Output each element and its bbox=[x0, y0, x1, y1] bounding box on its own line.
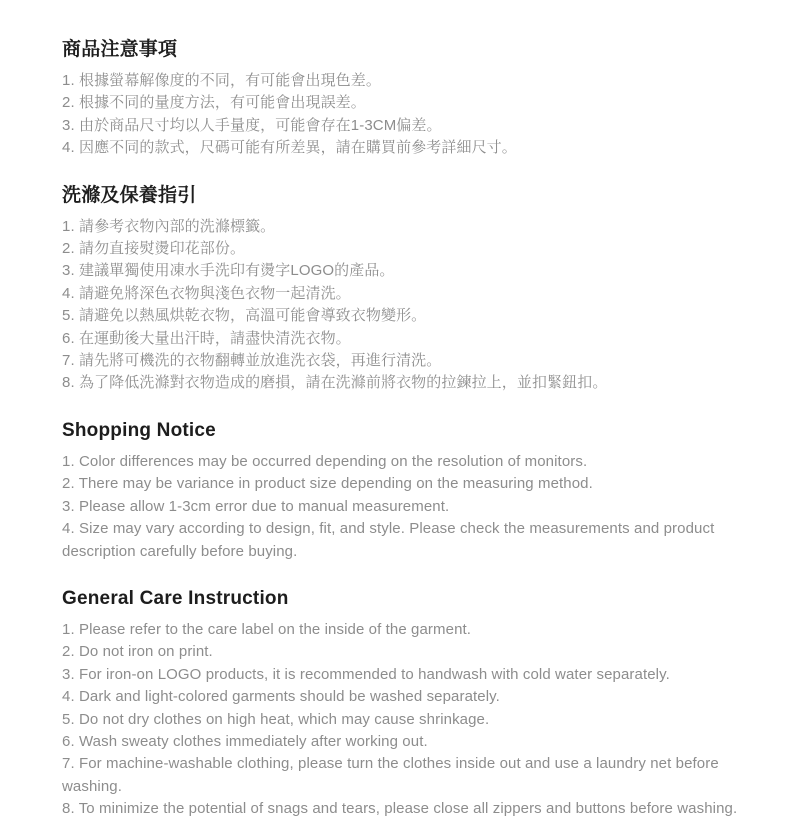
list-item: 3. For iron-on LOGO products, it is recommended to handwash with cold water separately. bbox=[62, 665, 670, 683]
list-item: 7. 請先將可機洗的衣物翻轉並放進洗衣袋，再進行清洗。 bbox=[62, 352, 442, 370]
section-product-notes-zh bbox=[62, 38, 762, 160]
list-item: 4. 因應不同的款式，尺碼可能有所差異，請在購買前參考詳細尺寸。 bbox=[62, 139, 517, 157]
list-item: 4. Dark and light-colored garments should be washed separately. bbox=[62, 688, 500, 706]
list-item: 4. 請避免將深色衣物與淺色衣物一起清洗。 bbox=[62, 284, 351, 302]
list-item: 2. 根據不同的量度方法，有可能會出現誤差。 bbox=[62, 94, 366, 112]
list-item: 2. 請勿直接熨燙印花部份。 bbox=[62, 240, 246, 258]
list-item: 1. Color differences may be occurred depending on the resolution of monitors. bbox=[62, 452, 588, 470]
list-item: 8. To minimize the potential of snags and tears, please close all zippers and buttons before washing. bbox=[62, 800, 738, 818]
list-item: 2. There may be variance in product size depending on the measuring method. bbox=[62, 475, 593, 493]
list-item: 5. Do not dry clothes on high heat, which may cause shrinkage. bbox=[62, 710, 490, 728]
list-item: 5. 請避免以熱風烘乾衣物，高溫可能會導致衣物變形。 bbox=[62, 307, 427, 325]
list-item: 8. 為了降低洗滌對衣物造成的磨損，請在洗滌前將衣物的拉鍊拉上，並扣緊鈕扣。 bbox=[62, 374, 608, 392]
section-title-washing-care-zh: 洗滌及保養指引 bbox=[62, 184, 197, 206]
list-item: 3. 由於商品尺寸均以人手量度，可能會存在1-3CM偏差。 bbox=[62, 116, 442, 134]
list-item: 1. 請參考衣物內部的洗滌標籤。 bbox=[62, 217, 276, 235]
section-washing-care-zh bbox=[62, 184, 762, 395]
list-item: 7. For machine-washable clothing, please turn the clothes inside out and use a laundry net before washing. bbox=[62, 755, 719, 795]
list-item: 2. Do not iron on print. bbox=[62, 643, 213, 661]
list-item: 4. Size may vary according to design, fit, and style. Please check the measurements and product description carefully before buying. bbox=[62, 520, 715, 560]
section-title-shopping-notice-en: Shopping Notice bbox=[62, 419, 216, 441]
list-item: 6. Wash sweaty clothes immediately after working out. bbox=[62, 732, 428, 750]
section-title-product-notes-zh: 商品注意事項 bbox=[62, 39, 178, 60]
list-item: 1. Please refer to the care label on the inside of the garment. bbox=[62, 620, 472, 638]
section-shopping-notice-en bbox=[62, 419, 762, 563]
section-title-general-care-en: General Care Instruction bbox=[62, 587, 289, 609]
list-item: 3. Please allow 1-3cm error due to manual measurement. bbox=[62, 497, 450, 515]
list-item: 1. 根據螢幕解像度的不同，有可能會出現色差。 bbox=[62, 72, 381, 89]
list-item: 6. 在運動後大量出汗時，請盡快清洗衣物。 bbox=[62, 329, 351, 347]
section-general-care-en bbox=[62, 587, 762, 821]
list-item: 3. 建議單獨使用凍水手洗印有燙字LOGO的產品。 bbox=[62, 262, 395, 280]
